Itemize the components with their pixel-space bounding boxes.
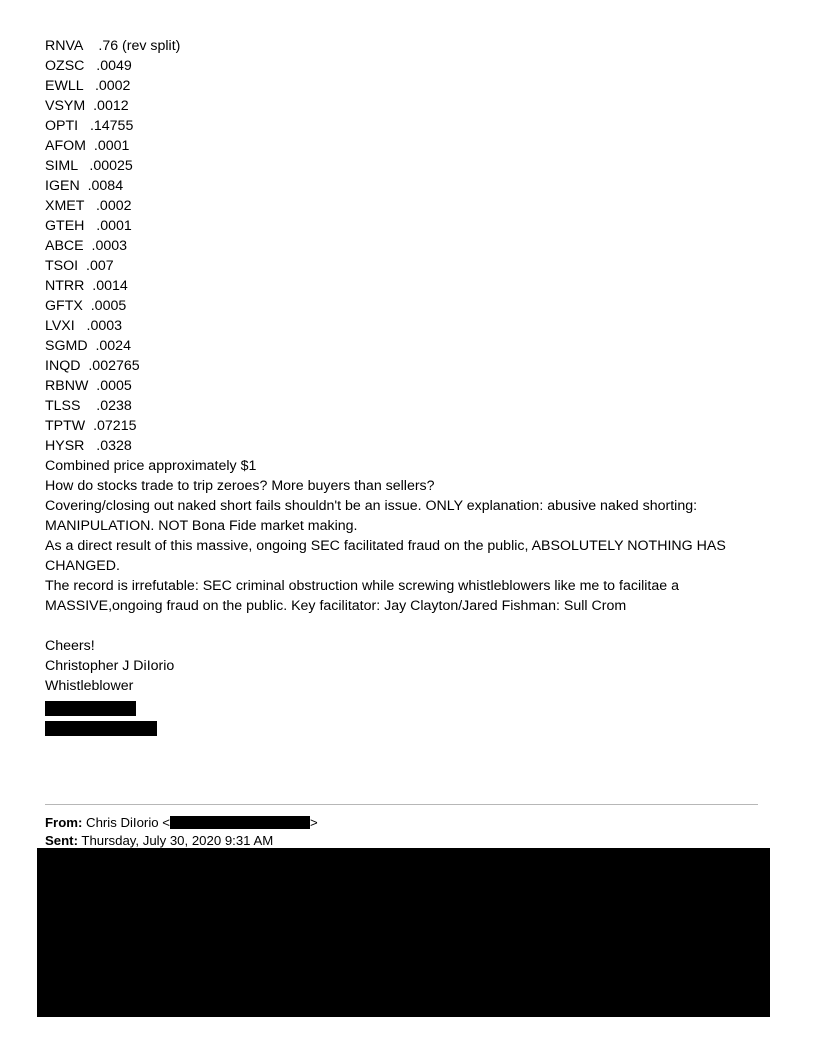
ticker-symbol: SIML bbox=[45, 158, 78, 174]
ticker-price: .0328 bbox=[96, 438, 132, 454]
signature-role: Whistleblower bbox=[45, 678, 134, 694]
naked-short-paragraph: Covering/closing out naked short fails shouldn't be an issue. ONLY explanation: abusive naked shorting: MANIPULATION. NOT Bona Fide market making. bbox=[45, 498, 698, 534]
ticker-price: .76 (rev split) bbox=[98, 38, 181, 54]
ticker-row bbox=[45, 36, 180, 56]
ticker-row bbox=[45, 56, 180, 76]
ticker-price: .0238 bbox=[96, 398, 132, 414]
ticker-gap bbox=[84, 238, 92, 254]
ticker-row bbox=[45, 136, 180, 156]
ticker-symbol: OPTI bbox=[45, 118, 79, 134]
ticker-gap bbox=[84, 198, 96, 214]
ticker-symbol: AFOM bbox=[45, 138, 86, 154]
ticker-row bbox=[45, 276, 180, 296]
ticker-price: .0002 bbox=[95, 198, 132, 214]
from-row bbox=[45, 814, 318, 832]
ticker-row bbox=[45, 236, 180, 256]
ticker-row bbox=[45, 376, 180, 396]
ticker-row bbox=[45, 76, 180, 96]
ticker-gap bbox=[85, 418, 93, 434]
ticker-symbol: VSYM bbox=[45, 98, 86, 114]
ticker-price: .0024 bbox=[95, 338, 131, 354]
redacted-email bbox=[170, 816, 310, 829]
ticker-symbol: GTEH bbox=[45, 218, 85, 234]
ticker-price: .0001 bbox=[96, 218, 132, 234]
ticker-symbol: TLSS bbox=[45, 398, 81, 414]
ticker-row bbox=[45, 156, 180, 176]
ticker-symbol: SGMD bbox=[45, 338, 88, 354]
ticker-gap bbox=[86, 138, 94, 154]
ticker-list bbox=[45, 36, 180, 456]
ticker-price: .07215 bbox=[93, 418, 137, 434]
ticker-price: .0003 bbox=[91, 238, 128, 254]
ticker-gap bbox=[84, 58, 96, 74]
ticker-symbol: XMET bbox=[45, 198, 85, 214]
ticker-symbol: TPTW bbox=[45, 418, 86, 434]
ticker-gap bbox=[75, 318, 87, 334]
ticker-price: .00025 bbox=[89, 158, 133, 174]
ticker-gap bbox=[78, 118, 90, 134]
ticker-symbol: RNVA bbox=[45, 38, 83, 54]
ticker-row bbox=[45, 256, 180, 276]
from-close: > bbox=[309, 815, 318, 830]
from-label: From: bbox=[45, 815, 83, 830]
ticker-row bbox=[45, 96, 180, 116]
redaction-bar bbox=[45, 701, 136, 716]
ticker-gap bbox=[84, 218, 96, 234]
record-paragraph: The record is irrefutable: SEC criminal obstruction while screwing whistleblowers like me to facilitae a MASSIVE,ongoing fraud on the public. Key facilitator: Jay Clayton/Jared Fishman: Sull Crom bbox=[45, 578, 679, 614]
question-line: How do stocks trade to trip zeroes? More buyers than sellers? bbox=[45, 478, 435, 494]
ticker-gap bbox=[84, 438, 96, 454]
ticker-symbol: GFTX bbox=[45, 298, 83, 314]
message-divider bbox=[45, 804, 758, 805]
fraud-paragraph: As a direct result of this massive, ongoing SEC facilitated fraud on the public, ABSOLUTELY NOTHING HAS CHANGED. bbox=[45, 538, 726, 574]
ticker-price: .0012 bbox=[93, 98, 129, 114]
ticker-gap bbox=[80, 178, 88, 194]
ticker-price: .0049 bbox=[96, 58, 132, 74]
ticker-price: .0084 bbox=[87, 178, 124, 194]
ticker-row bbox=[45, 116, 180, 136]
ticker-row bbox=[45, 176, 180, 196]
ticker-gap bbox=[83, 78, 95, 94]
ticker-price: .14755 bbox=[89, 118, 134, 134]
ticker-symbol: LVXI bbox=[45, 318, 75, 334]
email-body bbox=[45, 456, 765, 736]
ticker-row bbox=[45, 396, 180, 416]
ticker-gap bbox=[83, 298, 91, 314]
ticker-row bbox=[45, 336, 180, 356]
ticker-row bbox=[45, 296, 180, 316]
ticker-row bbox=[45, 196, 180, 216]
ticker-row bbox=[45, 356, 180, 376]
ticker-row bbox=[45, 316, 180, 336]
sent-value: Thursday, July 30, 2020 9:31 AM bbox=[81, 833, 274, 848]
email-header bbox=[45, 814, 318, 850]
signature-closing: Cheers! bbox=[45, 638, 95, 654]
ticker-gap bbox=[83, 38, 99, 54]
signature-name: Christopher J DiIorio bbox=[45, 658, 175, 674]
ticker-symbol: INQD bbox=[45, 358, 81, 374]
ticker-symbol: RBNW bbox=[45, 378, 89, 394]
ticker-symbol: IGEN bbox=[45, 178, 80, 194]
ticker-row bbox=[45, 436, 180, 456]
ticker-gap bbox=[85, 98, 93, 114]
ticker-symbol: TSOI bbox=[45, 258, 79, 274]
ticker-price: .0005 bbox=[90, 298, 127, 314]
ticker-price: .0001 bbox=[93, 138, 130, 154]
combined-price-line: Combined price approximately $1 bbox=[45, 458, 257, 474]
redacted-message-block bbox=[37, 848, 770, 1017]
ticker-gap bbox=[80, 398, 96, 414]
ticker-symbol: HYSR bbox=[45, 438, 85, 454]
ticker-symbol: OZSC bbox=[45, 58, 85, 74]
redaction-bar bbox=[45, 721, 157, 736]
ticker-symbol: EWLL bbox=[45, 78, 84, 94]
ticker-price: .0002 bbox=[94, 78, 131, 94]
ticker-price: .0014 bbox=[92, 278, 128, 294]
ticker-price: .007 bbox=[86, 258, 114, 274]
ticker-row bbox=[45, 216, 180, 236]
sent-label: Sent: bbox=[45, 833, 78, 848]
ticker-price: .0005 bbox=[96, 378, 132, 394]
ticker-price: .002765 bbox=[88, 358, 140, 374]
ticker-price: .0003 bbox=[86, 318, 123, 334]
ticker-symbol: ABCE bbox=[45, 238, 84, 254]
ticker-symbol: NTRR bbox=[45, 278, 85, 294]
from-value: Chris DiIorio < bbox=[86, 815, 170, 830]
ticker-gap bbox=[78, 158, 90, 174]
ticker-row bbox=[45, 416, 180, 436]
ticker-gap bbox=[78, 258, 86, 274]
blank-line bbox=[45, 616, 765, 636]
